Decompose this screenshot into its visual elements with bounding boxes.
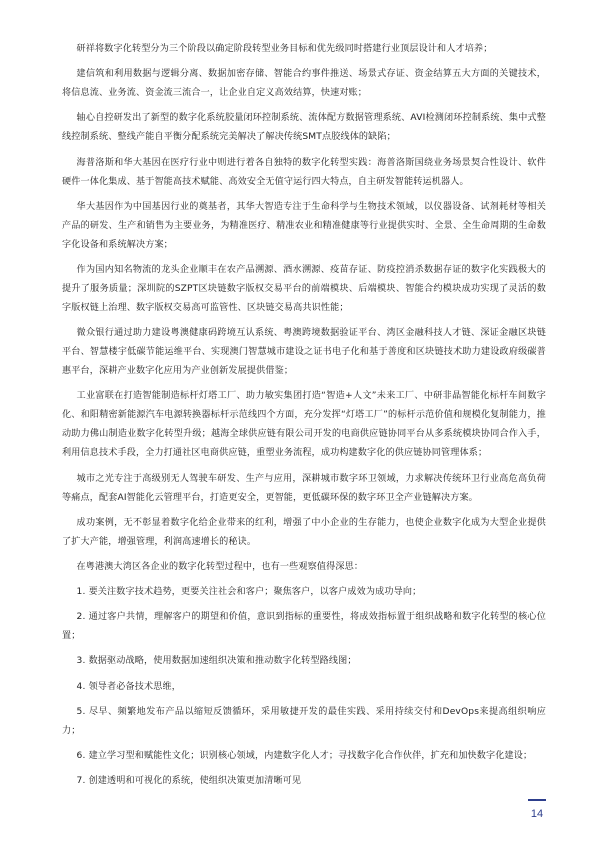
paragraph-observations-intro: 在粤港澳大湾区各企业的数字化转型过程中，也有一些观察值得深思： [76,561,364,572]
footer-accent-bar [528,799,546,801]
observation-item: 7. 创建透明和可视化的系统，使组织决策更加清晰可见 [76,776,302,787]
paragraph-axis-control: 轴心自控研发出了新型的数字化系统胶量闭环控制系统、流体配方数据管理系统、AVI检测闭环控制系统、集中式整线控制系统、整线产能自平衡分配系统完美解决了解决传统SMT点胶线体的缺陷； [62,113,546,143]
paragraph-success-cases: 成功案例，无不彰显着数字化给企业带来的红利，增强了中小企业的生存能力，也使企业数字化成为大型企业提供了扩大产能，增强管理，利润高速增长的秘诀。 [62,517,546,547]
observation-item: 3. 数据驱动战略，使用数据加速组织决策和推动数字化转型路线图； [76,656,357,667]
observations-list [62,583,546,791]
paragraph-webank: 微众银行通过助力建设粤澳健康码跨境互认系统、粤澳跨境数据验证平台、湾区金融科技人才链、深证金融区块链平台、智慧楼宇低碳节能运维平台、实现澳门智慧城市建设之证书电子化和基于善度和区块链技术助力建设政府级碳普惠平台，深耕产业数字化应用为产业创新发展提供借鉴； [62,328,546,377]
paragraph-haplox-bgi: 海普洛斯和华大基因在医疗行业中则进行着各自独特的数字化转型实践：海普洛斯国绕业务场景契合性设计、软件硬件一体化集成、基于智能高技术赋能、高效安全无值守运行四大特点，自主研发智能转运机器人。 [62,157,546,187]
page-number: 14 [530,808,544,820]
observation-item: 5. 尽早、频繁地发布产品以缩短反馈循环，采用敏捷开发的最佳实践、采用持续交付和DevOps来提高组织响应力； [62,706,546,736]
paragraph-city-light: 城市之光专注于高级别无人驾驶车研发、生产与应用，深耕城市数字环卫领域，力求解决传统环卫行业高危高负荷等痛点，配套AI智能化云管理平台，打造更安全，更智能，更低碳环保的数字环卫全产业链解决方案。 [62,473,546,503]
paragraph-foxconn-industrial: 工业富联在打造智能制造标杆灯塔工厂、助力敏实集团打造“智造+人文”未来工厂、中研非晶智能化标杆车间数字化、和阳精密新能源汽车电源转换器标杆示范线四个方面，充分发挥“灯塔工厂”的标杆示范价值和规模化复制能力，推动助力佛山制造业数字化转型升级；越海全球供应链有限公司开发的电商供应链协同平台从多系统模块协同合作入手，利用信息技术手段，全力打通社区电商供应链，重塑业务流程，成功构建数字化的供应链协同管理体系； [62,391,546,459]
observation-item: 6. 建立学习型和赋能性文化；识别核心领域，内建数字化人才；寻找数字化合作伙伴，扩充和加快数字化建设； [76,751,533,761]
paragraph-evoc: 研祥将数字化转型分为三个阶段以确定阶段转型业务目标和优先级同时搭建行业顶层设计和人才培养； [76,44,493,54]
paragraph-bgi: 华大基因作为中国基因行业的奠基者，其华大智造专注于生命科学与生物技术领域，以仪器设备、试剂耗材等相关产品的研发、生产和销售为主要业务，为精准医疗、精准农业和精准健康等行业提供实时、全景、全生命周期的生命数字化设备和系统解决方案； [62,201,546,250]
document-body [62,40,546,797]
observation-item: 1. 要关注数字技术趋势，更要关注社会和客户；聚焦客户，以客户成效为成功导向； [76,587,422,598]
paragraph-jianxin: 建信筑和利用数据与逻辑分离、数据加密存储、智能合约事件推送、场景式存证、资金结算五大方面的关键技术，将信息流、业务流、资金流三流合一，让企业自定义高效结算，快速对账； [62,69,546,99]
paragraph-sf-express: 作为国内知名物流的龙头企业顺丰在农产品溯源、酒水溯源、疫苗存证、防疫控消杀数据存证的数字化实践极大的提升了服务质量；深圳院的SZPT区块链数字版权交易平台的前端模块、后端模块、智能合约模块成功实现了灵活的数字版权链上治理、数字版权交易高可监管性、区块链交易高共识性能； [62,264,546,313]
observation-item: 2. 通过客户共情，理解客户的期望和价值，意识到指标的重要性，将成效指标置于组织战略和数字化转型的核心位置； [62,612,546,642]
observation-item: 4. 领导者必备技术思维， [76,681,182,692]
